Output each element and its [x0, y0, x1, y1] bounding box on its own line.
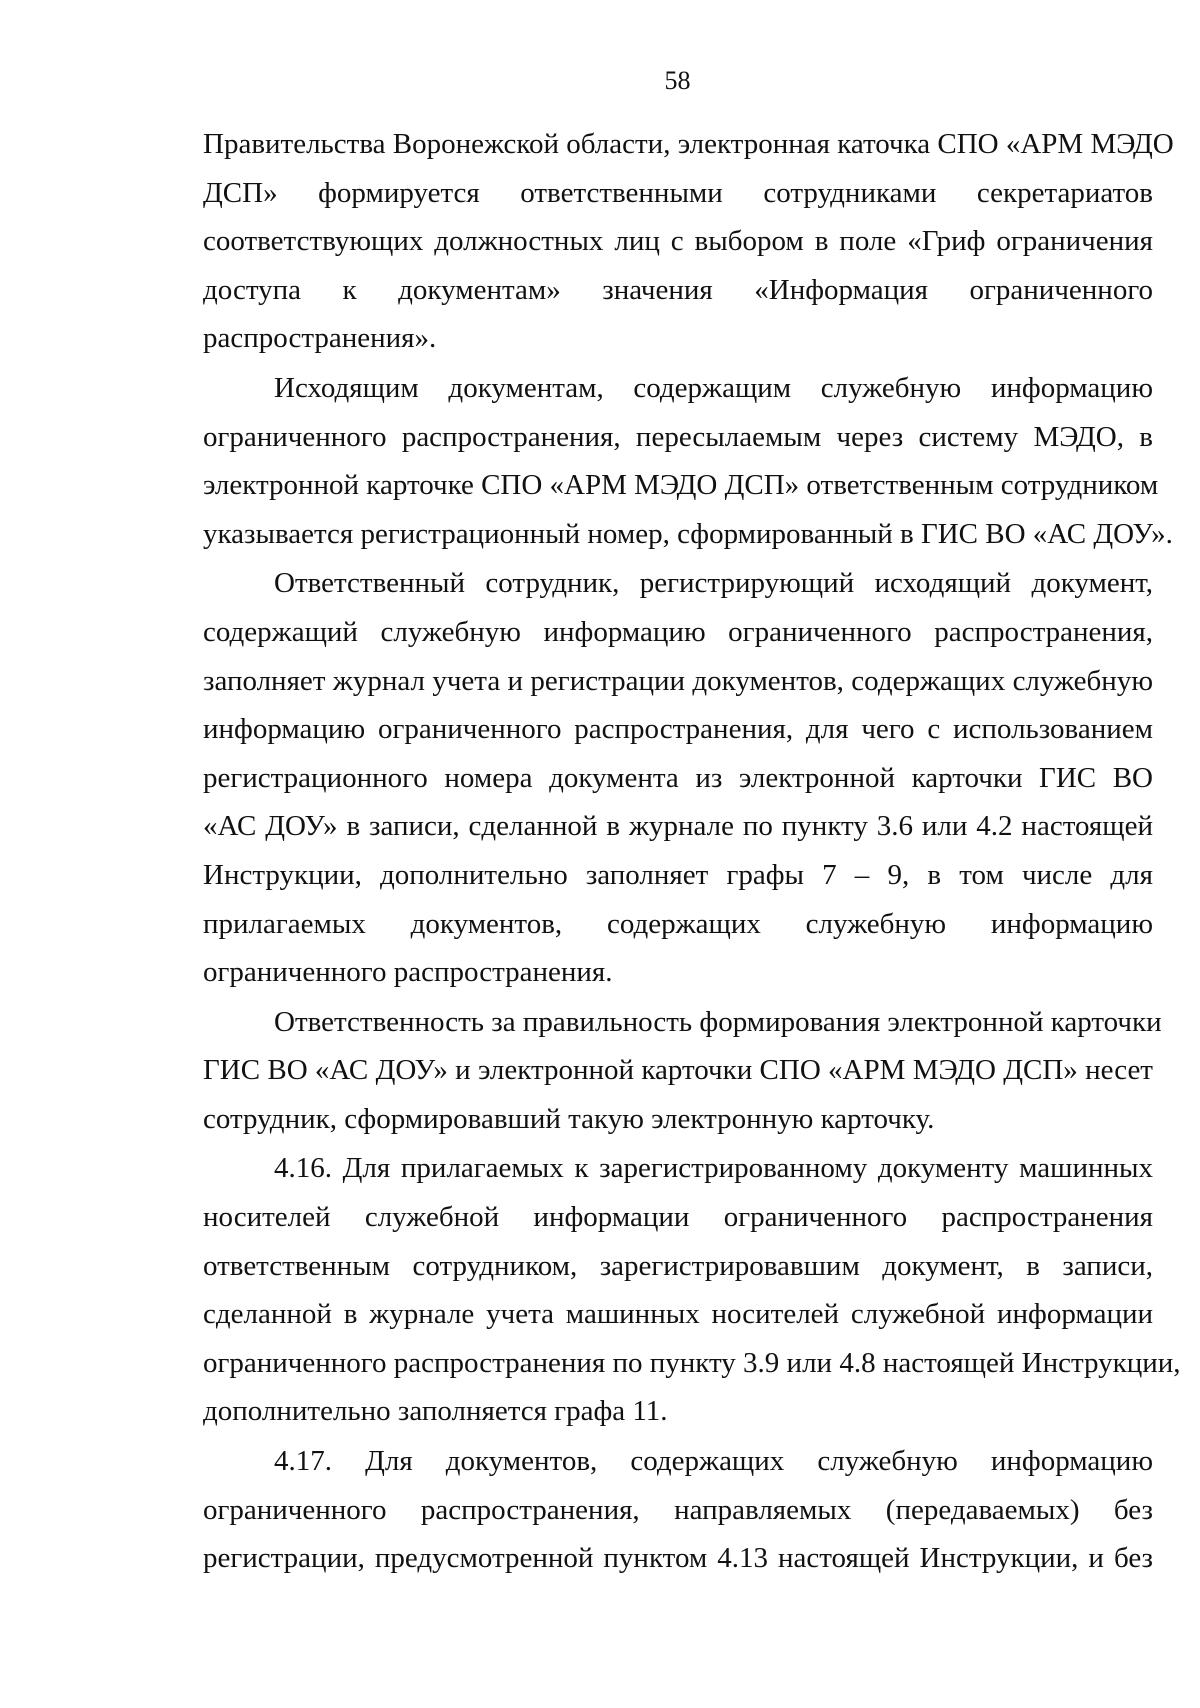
text-line: сделанной в журнале учета машинных носителей служебной информации — [203, 1298, 1153, 1331]
text-line: ограниченного распространения, направляемых (передаваемых) без — [203, 1493, 1153, 1526]
paragraph — [203, 559, 1153, 996]
paragraph — [203, 1437, 1153, 1583]
text-line: Правительства Воронежской области, электронная каточка СПО «АРМ МЭДО — [203, 128, 1174, 160]
text-line: информацию ограниченного распространения, для чего с использованием — [203, 713, 1153, 746]
text-line: сотрудник, сформировавший такую электронную карточку. — [203, 1102, 935, 1135]
text-line: содержащий служебную информацию ограниченного распространения, — [203, 615, 1153, 648]
text-line: указывается регистрационный номер, сформированный в ГИС ВО «АС ДОУ». — [203, 517, 1173, 550]
text-line: ограниченного распространения, пересылаемым через систему МЭДО, в — [203, 420, 1153, 453]
text-line: регистрации, предусмотренной пунктом 4.13 настоящей Инструкции, и без — [203, 1542, 1153, 1575]
text-line: регистрационного номера документа из электронной карточки ГИС ВО — [203, 761, 1153, 794]
text-line: соответствующих должностных лиц с выбором в поле «Гриф ограничения — [203, 225, 1153, 258]
text-line: 4.16. Для прилагаемых к зарегистрированному документу машинных — [274, 1152, 1153, 1185]
paragraph — [203, 1144, 1181, 1436]
text-line: Исходящим документам, содержащим служебную информацию — [274, 371, 1153, 404]
text-line: ограниченного распространения по пункту 3.9 или 4.8 настоящей Инструкции, — [203, 1346, 1181, 1379]
text-line: 4.17. Для документов, содержащих служебную информацию — [274, 1445, 1153, 1478]
text-line: электронной карточке СПО «АРМ МЭДО ДСП» ответственным сотрудником — [203, 469, 1159, 502]
text-line: заполняет журнал учета и регистрации документов, содержащих служебную — [203, 664, 1153, 697]
paragraph — [203, 998, 1162, 1144]
page-number: 58 — [664, 66, 691, 95]
text-line: «АС ДОУ» в записи, сделанной в журнале по пункту 3.6 или 4.2 настоящей — [203, 810, 1153, 843]
paragraph — [203, 364, 1173, 558]
text-line: прилагаемых документов, содержащих служебную информацию — [203, 907, 1153, 940]
text-line: носителей служебной информации ограниченного распространения — [203, 1201, 1153, 1234]
document-body — [203, 120, 1181, 1583]
text-line: Ответственность за правильность формирования электронной карточки — [274, 1005, 1162, 1038]
text-line: ответственным сотрудником, зарегистрировавшим документ, в записи, — [203, 1249, 1153, 1282]
text-line: распространения». — [203, 322, 437, 355]
text-line: ДСП» формируется ответственными сотрудниками секретариатов — [203, 176, 1153, 209]
text-line: ГИС ВО «АС ДОУ» и электронной карточки СПО «АРМ МЭДО ДСП» несет — [203, 1054, 1153, 1087]
text-line: Инструкции, дополнительно заполняет графы 7 – 9, в том числе для — [203, 858, 1153, 891]
text-line: ограниченного распространения. — [203, 956, 613, 989]
text-line: Ответственный сотрудник, регистрирующий исходящий документ, — [274, 567, 1153, 600]
paragraph — [203, 120, 1174, 363]
text-line: дополнительно заполняется графа 11. — [203, 1395, 668, 1428]
text-line: доступа к документам» значения «Информация ограниченного — [203, 273, 1153, 306]
